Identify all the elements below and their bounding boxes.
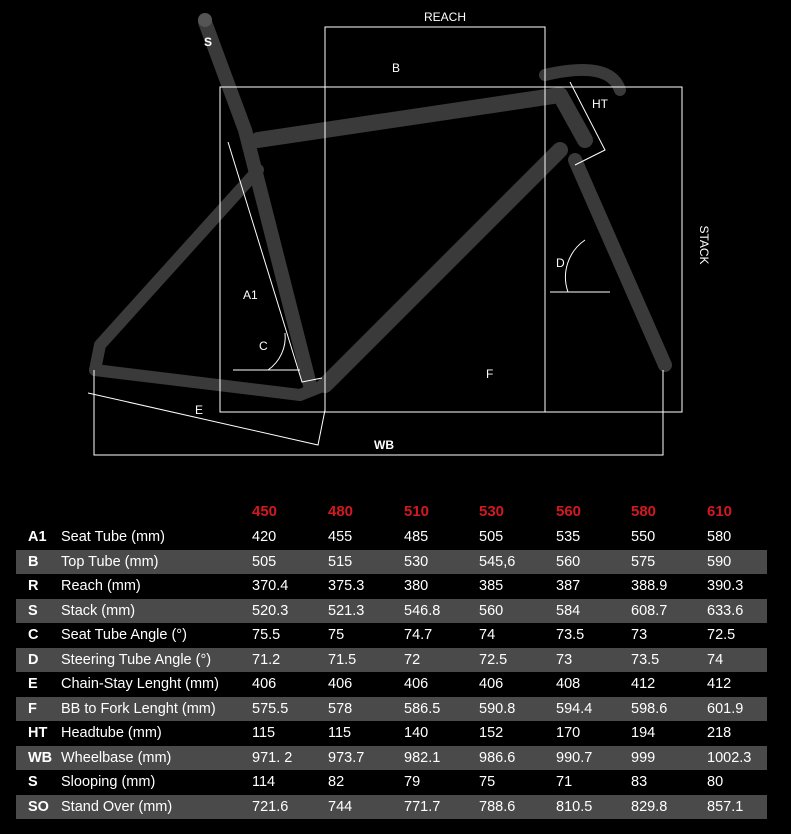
cell-value: 412 <box>707 676 732 692</box>
cell-value: 601.9 <box>707 700 744 717</box>
cell-value: 580 <box>707 529 732 545</box>
row-name: Stand Over (mm) <box>61 798 173 815</box>
row-name: Reach (mm) <box>61 578 141 594</box>
cell-value: 788.6 <box>479 798 516 815</box>
label-d: D <box>556 256 565 270</box>
table-row <box>16 525 767 550</box>
table-row <box>16 795 767 820</box>
row-code: HT <box>28 725 48 741</box>
cell-value: 771.7 <box>404 798 441 815</box>
cell-value: 515 <box>328 553 353 570</box>
cell-value: 485 <box>404 529 429 545</box>
cell-value: 505 <box>479 529 504 545</box>
row-code: D <box>28 651 39 668</box>
cell-value: 72 <box>404 651 421 668</box>
cell-value: 575.5 <box>252 700 289 717</box>
row-code: E <box>28 676 38 692</box>
cell-value: 550 <box>631 529 656 545</box>
cell-value: 75.5 <box>252 627 281 643</box>
cell-value: 170 <box>556 725 581 741</box>
table-row <box>16 770 767 795</box>
row-name: Wheelbase (mm) <box>61 749 172 766</box>
size-header: 480 <box>328 503 354 520</box>
row-code: S <box>28 774 38 790</box>
row-name: Seat Tube Angle (°) <box>61 627 187 643</box>
cell-value: 79 <box>404 774 421 790</box>
cell-value: 406 <box>479 676 504 692</box>
cell-value: 406 <box>328 676 353 692</box>
geometry-table <box>16 497 767 819</box>
cell-value: 74.7 <box>404 627 433 643</box>
cell-value: 545,6 <box>479 553 516 570</box>
row-name: Top Tube (mm) <box>61 553 159 570</box>
row-name: Stack (mm) <box>61 602 136 619</box>
row-code: S <box>28 602 38 619</box>
cell-value: 73 <box>556 651 573 668</box>
cell-value: 584 <box>556 602 581 619</box>
row-code: WB <box>28 749 53 766</box>
table-row <box>16 746 767 771</box>
cell-value: 385 <box>479 578 504 594</box>
cell-value: 455 <box>328 529 353 545</box>
cell-value: 829.8 <box>631 798 668 815</box>
cell-value: 971. 2 <box>252 749 293 766</box>
cell-value: 505 <box>252 553 277 570</box>
cell-value: 72.5 <box>707 627 736 643</box>
cell-value: 999 <box>631 749 656 766</box>
table-row <box>16 672 767 697</box>
cell-value: 560 <box>479 602 504 619</box>
cell-value: 380 <box>404 578 429 594</box>
table-row <box>16 599 767 624</box>
row-name: BB to Fork Lenght (mm) <box>61 700 216 717</box>
cell-value: 74 <box>479 627 496 643</box>
cell-value: 387 <box>556 578 581 594</box>
label-stack: STACK <box>697 225 711 265</box>
cell-value: 420 <box>252 529 277 545</box>
label-ht: HT <box>592 97 608 111</box>
table-row <box>16 623 767 648</box>
cell-value: 388.9 <box>631 578 668 594</box>
cell-value: 982.1 <box>404 749 441 766</box>
size-header: 560 <box>556 503 582 520</box>
cell-value: 986.6 <box>479 749 516 766</box>
cell-value: 721.6 <box>252 798 289 815</box>
cell-value: 857.1 <box>707 798 744 815</box>
label-reach: REACH <box>424 10 467 24</box>
row-name: Slooping (mm) <box>61 774 156 790</box>
cell-value: 218 <box>707 725 732 741</box>
cell-value: 71.2 <box>252 651 281 668</box>
cell-value: 73 <box>631 627 648 643</box>
cell-value: 82 <box>328 774 345 790</box>
cell-value: 560 <box>556 553 581 570</box>
size-header: 510 <box>404 503 430 520</box>
row-name: Chain-Stay Lenght (mm) <box>61 676 219 692</box>
cell-value: 406 <box>252 676 277 692</box>
row-code: C <box>28 627 39 643</box>
cell-value: 598.6 <box>631 700 668 717</box>
cell-value: 390.3 <box>707 578 744 594</box>
cell-value: 590 <box>707 553 732 570</box>
cell-value: 370.4 <box>252 578 289 594</box>
cell-value: 412 <box>631 676 656 692</box>
cell-value: 73.5 <box>631 651 660 668</box>
size-header: 450 <box>252 503 278 520</box>
cell-value: 575 <box>631 553 656 570</box>
cell-value: 744 <box>328 798 353 815</box>
cell-value: 990.7 <box>556 749 593 766</box>
row-name: Headtube (mm) <box>61 725 162 741</box>
cell-value: 80 <box>707 774 724 790</box>
cell-value: 194 <box>631 725 656 741</box>
label-s: S <box>204 35 213 49</box>
cell-value: 546.8 <box>404 602 441 619</box>
table-row <box>16 721 767 746</box>
cell-value: 71.5 <box>328 651 357 668</box>
cell-value: 74 <box>707 651 724 668</box>
cell-value: 375.3 <box>328 578 365 594</box>
cell-value: 633.6 <box>707 602 744 619</box>
row-name: Seat Tube (mm) <box>61 529 165 545</box>
size-header-row <box>16 497 767 525</box>
dimension-lines <box>88 27 682 455</box>
cell-value: 115 <box>328 725 352 741</box>
label-c: C <box>259 339 268 353</box>
cell-value: 75 <box>328 627 345 643</box>
row-code: B <box>28 553 39 570</box>
cell-value: 152 <box>479 725 504 741</box>
row-code: SO <box>28 798 49 815</box>
size-header: 580 <box>631 503 657 520</box>
cell-value: 115 <box>252 725 276 741</box>
cell-value: 590.8 <box>479 700 516 717</box>
cell-value: 83 <box>631 774 648 790</box>
cell-value: 535 <box>556 529 581 545</box>
cell-value: 114 <box>252 774 276 790</box>
row-name: Steering Tube Angle (°) <box>61 651 212 668</box>
table-row <box>16 574 767 599</box>
cell-value: 72.5 <box>479 651 508 668</box>
cell-value: 75 <box>479 774 496 790</box>
cell-value: 586.5 <box>404 700 441 717</box>
row-code: R <box>28 578 39 594</box>
row-code: F <box>28 700 37 717</box>
table-row <box>16 550 767 575</box>
bike-frame <box>95 13 665 395</box>
cell-value: 140 <box>404 725 429 741</box>
cell-value: 520.3 <box>252 602 289 619</box>
cell-value: 73.5 <box>556 627 585 643</box>
table-row <box>16 697 767 722</box>
row-code: A1 <box>28 529 47 545</box>
label-e: E <box>195 403 204 417</box>
cell-value: 408 <box>556 676 581 692</box>
cell-value: 578 <box>328 700 353 717</box>
cell-value: 810.5 <box>556 798 593 815</box>
cell-value: 71 <box>556 774 573 790</box>
cell-value: 594.4 <box>556 700 593 717</box>
table-row <box>16 648 767 673</box>
label-wb: WB <box>374 438 394 452</box>
cell-value: 521.3 <box>328 602 365 619</box>
cell-value: 530 <box>404 553 429 570</box>
cell-value: 973.7 <box>328 749 365 766</box>
label-b: B <box>392 61 401 75</box>
size-header: 530 <box>479 503 505 520</box>
label-f: F <box>486 367 494 381</box>
label-a1: A1 <box>243 288 258 302</box>
cell-value: 406 <box>404 676 429 692</box>
cell-value: 608.7 <box>631 602 668 619</box>
size-header: 610 <box>707 503 733 520</box>
cell-value: 1002.3 <box>707 749 752 766</box>
